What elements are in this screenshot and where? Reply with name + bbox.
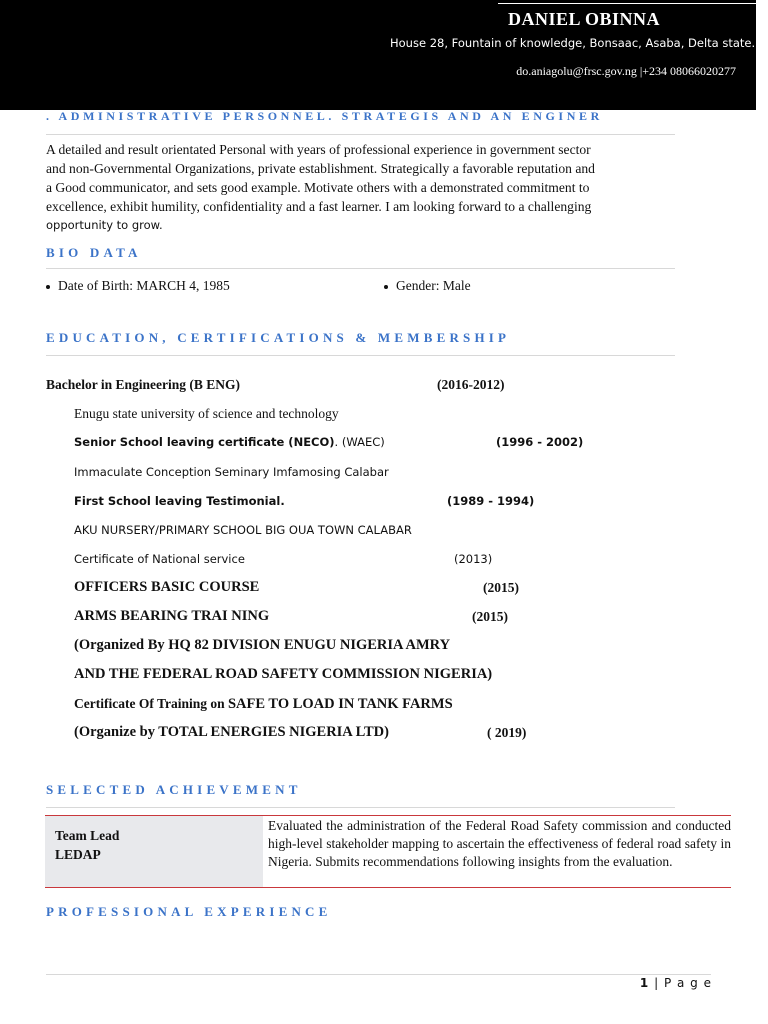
beng-years: (2016-2012) <box>437 377 505 392</box>
address: House 28, Fountain of knowledge, Bonsaac, Asaba, Delta state. <box>390 36 756 50</box>
safe-to-load-cert <box>74 695 453 713</box>
page-number <box>640 976 712 990</box>
fslt-school: AKU NURSERY/PRIMARY SCHOOL BIG OUA TOWN CALABAR <box>74 523 412 537</box>
obc-year: (2015) <box>483 580 519 595</box>
abt-year: (2015) <box>472 609 508 624</box>
summary-paragraph <box>46 140 675 235</box>
role-title: Team Lead <box>55 828 120 843</box>
stl-prefix: Certificate Of Training on <box>74 696 228 711</box>
achievement-description: Evaluated the administration of the Federal Road Safety commission and conducted high-level stakeholder mapping to ascertain the effectiveness of federal road safety in Nigeria. Submits recommendations following insights from the evaluation. <box>268 818 731 869</box>
fslt-years: (1989 - 1994) <box>447 494 535 508</box>
header-strip <box>498 3 756 4</box>
neco-years: (1996 - 2002) <box>496 435 584 449</box>
abt-cert: ARMS BEARING TRAI NING <box>74 608 270 624</box>
bio-divider <box>46 268 675 269</box>
neco-cert <box>74 435 385 449</box>
achievement-title: SELECTED ACHIEVEMENT <box>46 782 302 797</box>
candidate-name: DANIEL OBINNA <box>508 9 661 29</box>
summary-line: opportunity to grow. <box>46 218 163 232</box>
total-organizer: (Organize by TOTAL ENERGIES NIGERIA LTD) <box>74 724 389 740</box>
page-number-value: 1 <box>639 976 650 990</box>
contact-info: do.aniagolu@frsc.gov.ng |+234 08066020277 <box>516 64 736 78</box>
education-title: EDUCATION, CERTIFICATIONS & MEMBERSHIP <box>46 330 511 345</box>
obc-cert: OFFICERS BASIC COURSE <box>74 579 260 595</box>
dob-text: Date of Birth: MARCH 4, 1985 <box>58 278 230 293</box>
bio-data-title: BIO DATA <box>46 245 142 260</box>
role-org: LEDAP <box>55 847 101 862</box>
summary-line: excellence, exhibit humility, confidentiality and a fast learner. I am looking forward to a challenging <box>46 199 592 214</box>
total-year: ( 2019) <box>487 725 527 740</box>
neco-label: Senior School leaving certificate (NECO) <box>74 435 335 449</box>
gender-item <box>384 278 471 294</box>
summary-line: a Good communicator, and sets good example. Motivate others with a demonstrated commitment to <box>46 180 590 195</box>
table-bottom-border <box>45 887 731 888</box>
headline: . ADMINISTRATIVE PERSONNEL. STRATEGIS AND AN ENGINER <box>46 109 603 123</box>
experience-title: PROFESSIONAL EXPERIENCE <box>46 904 332 919</box>
neco-school: Immaculate Conception Seminary Imfamosing Calabar <box>74 465 389 479</box>
achievement-divider <box>46 807 675 808</box>
footer-divider <box>46 974 711 975</box>
beng-school: Enugu state university of science and technology <box>74 406 339 421</box>
organizer-line2: AND THE FEDERAL ROAD SAFETY COMMISSION NIGERIA) <box>74 666 493 682</box>
resume-header <box>0 0 756 110</box>
education-divider <box>46 355 675 356</box>
role-cell <box>45 816 263 887</box>
stl-main: SAFE TO LOAD IN TANK FARMS <box>227 696 453 712</box>
gender-text: Gender: Male <box>396 278 471 293</box>
organizer-line1: (Organized By HQ 82 DIVISION ENUGU NIGERIA AMRY <box>74 637 451 653</box>
summary-line: A detailed and result orientated Personal with years of professional experience in government sector <box>46 142 591 157</box>
dob-item <box>46 278 230 294</box>
nysc-cert: Certificate of National service <box>74 552 245 566</box>
summary-line: and non-Governmental Organizations, private establishment. Strategically a favorable reputation and <box>46 161 595 176</box>
waec-label: . (WAEC) <box>334 435 385 449</box>
nysc-year: (2013) <box>454 552 493 566</box>
bullet-icon <box>46 285 50 289</box>
bullet-icon <box>384 285 388 289</box>
achievement-table <box>45 815 731 889</box>
role-text <box>55 826 119 864</box>
headline-divider <box>46 134 675 135</box>
page-label: | P a g e <box>654 976 712 990</box>
beng-degree: Bachelor in Engineering (B ENG) <box>46 377 241 392</box>
fslt-cert: First School leaving Testimonial. <box>74 494 285 508</box>
